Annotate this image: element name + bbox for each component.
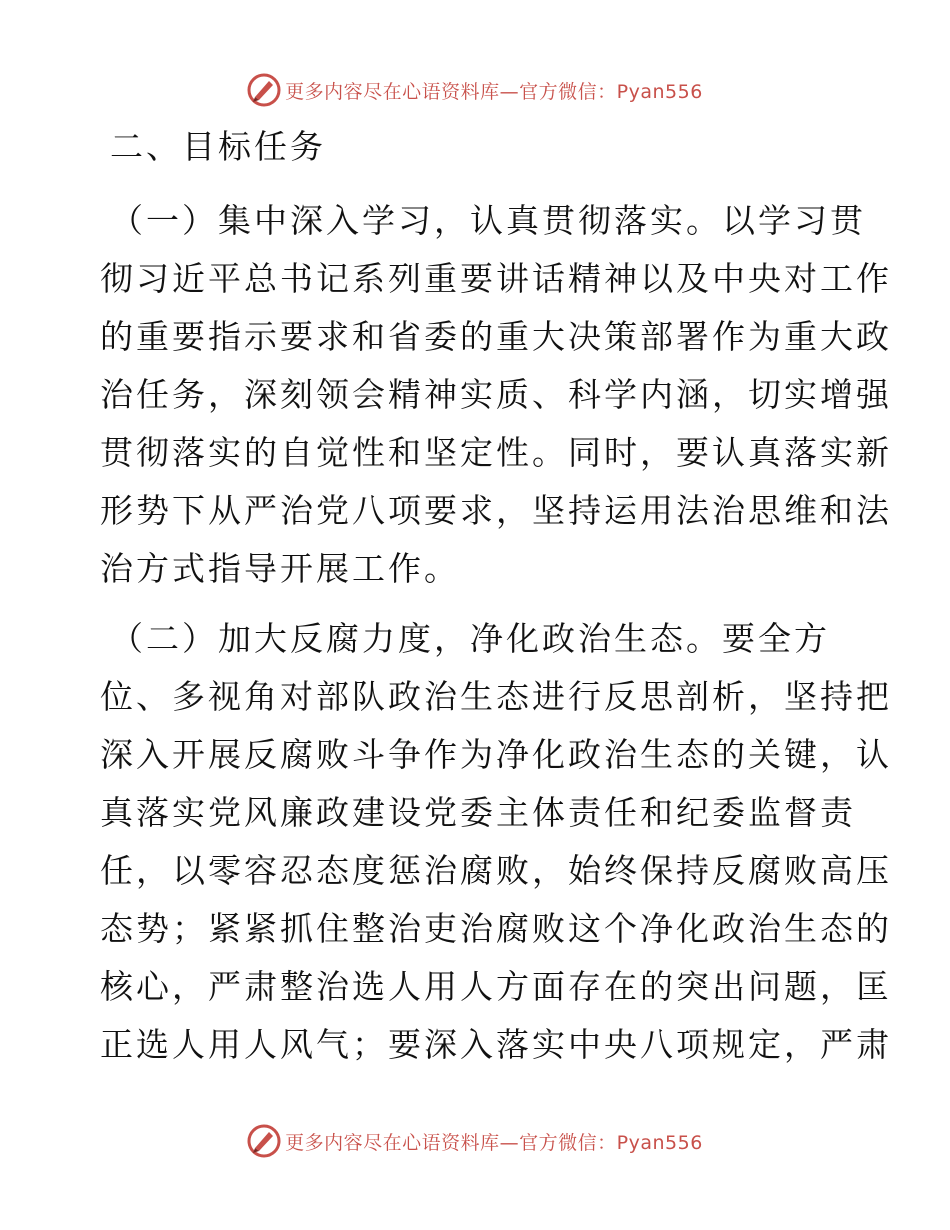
- paragraph-line: 治方式指导开展工作。: [100, 549, 460, 588]
- paragraph-line: 的重要指示要求和省委的重大决策部署作为重大政: [100, 317, 892, 356]
- paragraph-line: 任，以零容忍态度惩治腐败，始终保持反腐败高压: [100, 851, 892, 890]
- footer-watermark: [0, 1123, 950, 1159]
- paragraph-line: 形势下从严治党八项要求，坚持运用法治思维和法: [100, 491, 892, 530]
- document-body: [100, 122, 892, 1074]
- paragraph-line: 位、多视角对部队政治生态进行反思剖析，坚持把: [100, 677, 892, 716]
- paragraph-2: [100, 610, 892, 1074]
- paragraph-1: [100, 192, 892, 598]
- paragraph-line: 核心，严肃整治选人用人方面存在的突出问题，匡: [100, 967, 892, 1006]
- pen-logo-icon: [247, 73, 281, 107]
- paragraph-line: 治任务，深刻领会精神实质、科学内涵，切实增强: [100, 375, 892, 414]
- paragraph-line: （二）加大反腐力度，净化政治生态。要全方: [110, 619, 830, 658]
- paragraph-line: 正选人用人风气；要深入落实中央八项规定，严肃: [100, 1025, 892, 1064]
- pen-logo-icon: [247, 1124, 281, 1158]
- header-watermark-text: 更多内容尽在心语资料库—官方微信：Pyan556: [285, 80, 703, 103]
- header-watermark: [0, 72, 950, 108]
- paragraph-line: 贯彻落实的自觉性和坚定性。同时，要认真落实新: [100, 433, 892, 472]
- footer-watermark-text: 更多内容尽在心语资料库—官方微信：Pyan556: [285, 1131, 703, 1154]
- paragraph-line: 深入开展反腐败斗争作为净化政治生态的关键，认: [100, 735, 892, 774]
- paragraph-line: （一）集中深入学习，认真贯彻落实。以学习贯: [110, 201, 866, 240]
- paragraph-line: 彻习近平总书记系列重要讲话精神以及中央对工作: [100, 259, 892, 298]
- paragraph-line: 真落实党风廉政建设党委主体责任和纪委监督责: [100, 793, 856, 832]
- section-heading: 二、目标任务: [110, 127, 326, 166]
- paragraph-line: 态势；紧紧抓住整治吏治腐败这个净化政治生态的: [100, 909, 892, 948]
